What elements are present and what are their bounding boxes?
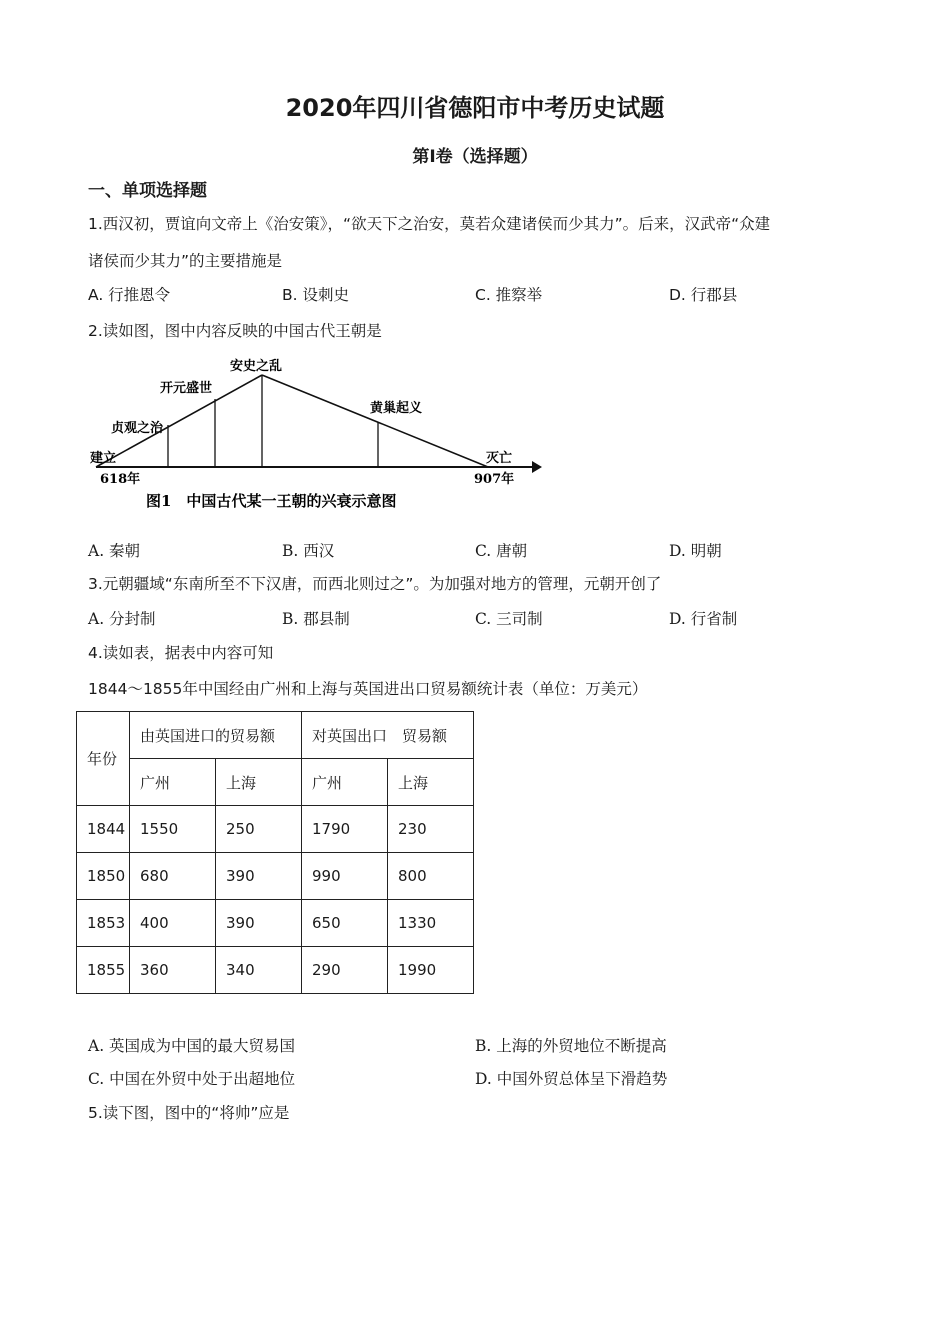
section-heading: 一、单项选择题 — [88, 181, 207, 201]
q3-option-c: C. 三司制 — [475, 610, 543, 628]
label-zhenguan: 贞观之治 — [111, 421, 164, 436]
q2-option-d: D. 明朝 — [669, 542, 722, 560]
cell-value: 400 — [130, 900, 216, 947]
q4-option-a: A. 英国成为中国的最大贸易国 — [88, 1037, 296, 1055]
q4-option-c: C. 中国在外贸中处于出超地位 — [88, 1070, 296, 1088]
subheader-import-guangzhou: 广州 — [130, 759, 216, 806]
label-huangchao: 黄巢起义 — [370, 401, 423, 416]
q4-option-d: D. 中国外贸总体呈下滑趋势 — [475, 1070, 668, 1088]
cell-value: 1330 — [388, 900, 474, 947]
cell-value: 680 — [130, 853, 216, 900]
label-fall: 灭亡 — [486, 451, 513, 466]
label-founded: 建立 — [90, 451, 117, 466]
cell-value: 800 — [388, 853, 474, 900]
table-row — [77, 900, 474, 947]
q5-stem: 5.读下图，图中的“将帅”应是 — [88, 1104, 290, 1122]
q3-option-b: B. 郡县制 — [282, 610, 350, 628]
header-export: 对英国出口 贸易额 — [302, 712, 474, 759]
q3-option-a: A. 分封制 — [88, 610, 156, 628]
header-import: 由英国进口的贸易额 — [130, 712, 302, 759]
dynasty-rise-fall-diagram — [80, 350, 560, 520]
q1-stem-line2: 诸侯而少其力”的主要措施是 — [88, 252, 283, 270]
label-year-start: 618年 — [100, 472, 141, 487]
cell-year: 1844 — [77, 806, 130, 853]
q3-option-d: D. 行省制 — [669, 610, 738, 628]
cell-value: 1550 — [130, 806, 216, 853]
q2-option-b: B. 西汉 — [282, 542, 335, 560]
q2-option-c: C. 唐朝 — [475, 542, 528, 560]
cell-year: 1855 — [77, 947, 130, 994]
cell-value: 250 — [216, 806, 302, 853]
subheader-export-shanghai: 上海 — [388, 759, 474, 806]
cell-value: 290 — [302, 947, 388, 994]
figure-caption: 图1 中国古代某一王朝的兴衰示意图 — [146, 492, 397, 510]
table-row — [77, 947, 474, 994]
cell-year: 1853 — [77, 900, 130, 947]
cell-value: 390 — [216, 900, 302, 947]
cell-value: 340 — [216, 947, 302, 994]
trade-statistics-table — [76, 711, 474, 994]
subheader-export-guangzhou: 广州 — [302, 759, 388, 806]
q1-option-d: D. 行郡县 — [669, 286, 738, 304]
cell-value: 1990 — [388, 947, 474, 994]
q2-option-a: A. 秦朝 — [88, 542, 141, 560]
table-row — [77, 806, 474, 853]
label-kaiyuan: 开元盛世 — [160, 381, 213, 396]
table-title: 1844～1855年中国经由广州和上海与英国进出口贸易额统计表（单位：万美元） — [88, 680, 648, 698]
paper-part-heading: 第Ⅰ卷（选择题） — [412, 147, 538, 167]
label-year-end: 907年 — [474, 472, 515, 487]
q2-stem: 2.读如图，图中内容反映的中国古代王朝是 — [88, 322, 382, 340]
q1-option-c: C. 推察举 — [475, 286, 543, 304]
q1-stem-line1: 1.西汉初，贾谊向文帝上《治安策》，“欲天下之治安，莫若众建诸侯而少其力”。后来，汉武帝“众建 — [88, 215, 771, 233]
q1-option-b: B. 设刺史 — [282, 286, 349, 304]
table-subheader-row — [77, 759, 474, 806]
cell-value: 390 — [216, 853, 302, 900]
q4-stem: 4.读如表，据表中内容可知 — [88, 644, 274, 662]
q3-stem: 3.元朝疆域“东南所至不下汉唐，而西北则过之”。为加强对地方的管理，元朝开创了 — [88, 575, 662, 593]
header-year: 年份 — [77, 712, 130, 806]
table-row — [77, 853, 474, 900]
fall-line — [262, 375, 488, 467]
cell-year: 1850 — [77, 853, 130, 900]
page-title: 2020年四川省德阳市中考历史试题 — [285, 94, 665, 122]
cell-value: 230 — [388, 806, 474, 853]
q4-option-b: B. 上海的外贸地位不断提高 — [475, 1037, 667, 1055]
label-anshi: 安史之乱 — [230, 359, 283, 374]
axis-arrowhead — [532, 461, 542, 473]
cell-value: 360 — [130, 947, 216, 994]
subheader-import-shanghai: 上海 — [216, 759, 302, 806]
q1-option-a: A. 行推恩令 — [88, 286, 171, 304]
cell-value: 1790 — [302, 806, 388, 853]
table-header-row — [77, 712, 474, 759]
cell-value: 650 — [302, 900, 388, 947]
cell-value: 990 — [302, 853, 388, 900]
